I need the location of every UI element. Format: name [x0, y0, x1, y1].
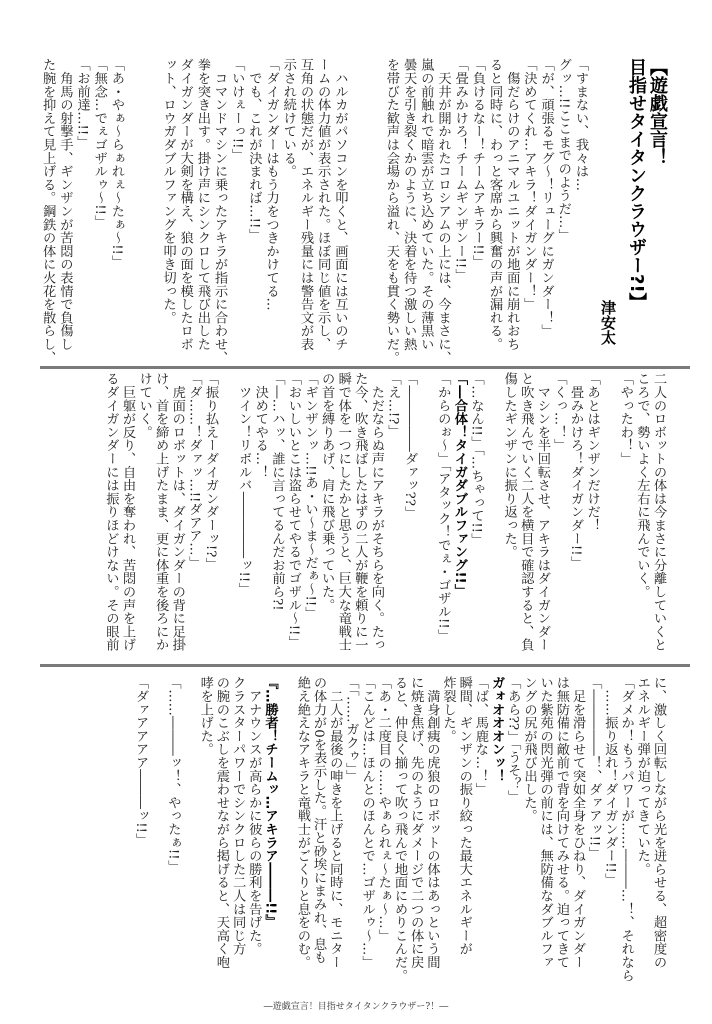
text-line: を帯びた歓声は会場から溢れ、天をも貫く勢いだ。 — [383, 58, 399, 364]
text-line: 「振り払えーダイガンダーッ!?」 — [202, 372, 218, 571]
text-line: グッ…!!ここまでのようだ…」 — [555, 58, 571, 242]
text-line: でも、これが決まれば…!!」 — [246, 58, 262, 242]
text-line: 「ダメか！もうパワーが……―――…！、それなら — [618, 676, 634, 982]
text-line: 「ダイガンダーはもう力をつきかけてる… — [263, 58, 279, 311]
blank-line — [142, 58, 159, 364]
text-line: 傷したギンザンに振り返った。 — [501, 372, 517, 559]
text-line: ングの尻が飛び出した。 — [521, 676, 537, 823]
text-line: 「「……ガクゥ」」 — [343, 676, 359, 783]
text-line: 「―…ハッ、誰に言ってるんだお前ら?! — [269, 372, 285, 611]
text-line: クラスターパワーでシンクロした二人は同じ方 — [230, 676, 246, 956]
text-line: 「くっ…！」 — [551, 372, 567, 452]
blank-line — [278, 676, 294, 988]
text-line: に焼き焦げ、先のようにダメージで二つの体に戻 — [408, 676, 424, 969]
blank-line — [600, 372, 617, 658]
text-line: 嵐の前触れで暗雲が立ち込めていた。その薄黒い — [418, 58, 434, 351]
text-line: ツイン！リボルバ―――――ッ!!」 — [236, 372, 252, 596]
text-line: ると同時に、わっと客席から興奮の声が漏れる。 — [487, 58, 503, 351]
text-line: コマンドマシンに乗ったアキラが指示に合わせ、 — [212, 58, 228, 364]
text-line: 曇天を引き裂くかのように、決着を待つ激しい熱 — [401, 58, 417, 351]
page-footer: ―遊戯宣言！目指せタイタンクラウザー?！― — [263, 1002, 449, 1012]
text-line: 瞬で体を一つにしたかと思うと、巨大な竜戦士 — [335, 372, 351, 652]
text-line: るダイガンダーには振りほどけない。その眼前 — [103, 372, 119, 652]
text-line: け、首を締め上げたまま、更に体重を後ろにか — [153, 372, 169, 652]
text-tier-middle — [102, 372, 666, 658]
text-line: マシンを半回転させ、アキラはダイガンダー — [534, 372, 550, 652]
text-line: 炸裂した。 — [440, 676, 456, 743]
text-line: 巨躯が反り、自由を奪われ、苦悶の声を上げ — [120, 372, 135, 652]
text-line: 「ダ……！ダァッ…!!ダアア…」 — [186, 372, 202, 569]
text-line: いた紫苑の閃光弾の前には、無防備なダブルファ — [537, 676, 553, 969]
text-line: 畳みかけろ！ダイガンダー!!」 — [568, 372, 584, 569]
text-line: 二人が最後の呻きを上げると同時に、モニター — [327, 676, 343, 969]
text-line: 決めてやる…！ — [252, 372, 268, 479]
text-line: 「あとはギンザンだけだ！ — [584, 372, 600, 532]
text-line: 「いけぇーっ!!」 — [229, 58, 245, 162]
text-line: 「ギンザンッ…!!あ・い〜ま〜だぁ〜!!」 — [302, 372, 318, 620]
text-line: 「こんどは…ほんとのほんとで…ゴザルゥ〜…」 — [359, 676, 375, 969]
text-tier-bottom — [132, 676, 666, 988]
text-line: 「あら??」「うそ？」 — [505, 676, 521, 804]
text-line: 満身創痍の虎狼のロボットの体はあっという間 — [424, 676, 440, 969]
text-line: 「お前達…!!」 — [74, 58, 90, 149]
text-line: 瞬間、ギンザンの振り絞った最大エネルギーが — [456, 676, 472, 956]
text-line: 「からのぉ〜」「アタック！でぇ・ゴザル!!」 — [435, 372, 451, 643]
text-line: ット、ロウガダブルファングを叩き切った。 — [160, 58, 176, 324]
text-line: ただならぬ声にアキラがそちらを向く。たっ — [368, 372, 384, 652]
text-line: 「―――――ダァッ??」 — [402, 372, 418, 520]
text-line: 示され続けている。 — [280, 58, 296, 178]
text-line: 「……―――ッ！、やったぁ!!」 — [165, 676, 181, 873]
emphasis-line: ガォオオオンッ！ — [489, 676, 505, 783]
text-line: 「―――――！、ダァアッ!!」 — [586, 676, 602, 860]
text-line: は無防備に敵前で背を向けてみせる。迫ってきて — [553, 676, 569, 969]
story-title-line-2: 目指せタイタンクラウザー?!】 — [626, 58, 647, 311]
text-line: 絶え絶えなアキラと竜戦士がごくりと息をのむ。 — [294, 676, 310, 969]
blank-line — [483, 372, 500, 658]
text-line: 「え…!?」 — [385, 372, 401, 438]
text-line: 「おいしいとこは盗らせてやるでゴザル〜!!」 — [285, 372, 301, 649]
text-line: 「あ・やぁ〜らぁれぇ〜たぁ〜!!」 — [108, 58, 124, 269]
blank-line — [366, 58, 383, 364]
text-line: の首を縛りあげ、肩に飛び乗っていた。 — [319, 372, 335, 612]
text-line: ームの体力値が表示された。ほぼ同じ値を示し、 — [315, 58, 331, 351]
text-line: た今、吹き飛ばしたはずの二人が鞭を頼りに一 — [352, 372, 368, 652]
text-line: 「あ・二度目の……やぁられぇ〜たぁ〜…」 — [375, 676, 391, 942]
blank-line — [180, 676, 196, 988]
text-line: エネルギー弾が迫ってきていた。 — [634, 676, 650, 876]
text-line: 虎面のロボットは、ダイガンダーの背に足掛 — [169, 372, 185, 652]
text-line: た腕を抑えて見上げる。鋼鉄の体に火花を散らし、 — [40, 58, 56, 364]
text-line: 「決めてくれ…アキラ！ダイガンダー！」 — [521, 58, 537, 311]
text-line: 「負けるなー！チームアキラー!!」 — [469, 58, 485, 269]
text-line: 「が、頑張るモグ〜！リューグにガンダー！」 — [538, 58, 554, 338]
text-line: 足を滑らせて突如全身をひねり、ダイガンダー — [570, 676, 586, 969]
text-line: ると、仲良く揃って吹っ飛んで地面にめりこんだ。 — [392, 676, 407, 982]
text-line: 二人のロボットの体は今まさに分離していくと — [651, 372, 666, 652]
text-line: けていく。 — [136, 372, 152, 439]
text-line: ころで、勢いよく左右に飛んでいく。 — [634, 372, 650, 599]
text-line: の腕のこぶしを震わせながら掲げると、天高く咆 — [213, 676, 229, 969]
story-title-line-1: 【遊戯宣言！ — [647, 58, 668, 166]
text-tier-top — [39, 58, 589, 364]
blank-line — [148, 676, 164, 988]
text-line: 「やったわ！」 — [617, 372, 633, 466]
text-line: 拳を突き出す。掛け声にシンクロして飛び出した — [194, 58, 210, 351]
text-line: 「すまない、我々は… — [573, 58, 588, 191]
text-line: アナウンスが高らかに彼らの勝利を告げた。 — [246, 676, 262, 956]
text-line: 「ダァアアアア―――ッ!!」 — [133, 676, 148, 847]
blank-line — [125, 58, 142, 364]
text-line: ハルカがパソコンを叩くと、画面には互いのチ — [332, 58, 348, 351]
text-line: 「…なん!!」「…ちゃって!!」 — [468, 372, 484, 547]
tier-divider — [40, 664, 690, 667]
text-line: に、激しく回転しながら光を迸らせる、超密度の — [651, 676, 666, 969]
blank-line — [417, 372, 434, 658]
text-line: 哮を上げた。 — [197, 676, 213, 756]
blank-line — [218, 372, 235, 658]
text-line: 「無念…でぇゴザルゥ〜!!」 — [91, 58, 107, 229]
text-line: と吹き飛んでいく二人を横目で確認すると、負 — [518, 372, 534, 652]
text-line: ダイガンダーが大剣を構え、狼の面を模したロボ — [177, 58, 193, 351]
emphasis-line: 「―合体！タイガダブルファング!!」 — [451, 372, 467, 597]
text-line: 天井が開かれたコロシアムの上には、今まさに、 — [435, 58, 451, 364]
text-line: の体力が0を表示した。汗と砂埃にまみれ、息も — [311, 676, 327, 964]
text-line: ……振り返れ！ダイガンダー!!」 — [602, 676, 618, 887]
emphasis-line: 『…勝者！チームッ…アキラア―――!!』 — [262, 676, 278, 928]
tier-divider — [40, 366, 690, 369]
story-title — [626, 58, 668, 311]
text-line: 互角の状態だが、エネルギー残量には警告文が表 — [298, 58, 313, 351]
text-line: 角馬の射撃手、ギンザンが苦悶の表情で負傷し — [57, 58, 73, 351]
text-line: 傷だらけのアニマルユニットが地面に崩れおち — [504, 58, 520, 351]
text-line: 「ば、馬鹿な…！」 — [472, 676, 488, 796]
blank-line — [348, 58, 365, 364]
author-name: 津安太 — [599, 300, 617, 345]
text-line: 「畳みかけろ！チームギンザンー!!」 — [452, 58, 468, 282]
